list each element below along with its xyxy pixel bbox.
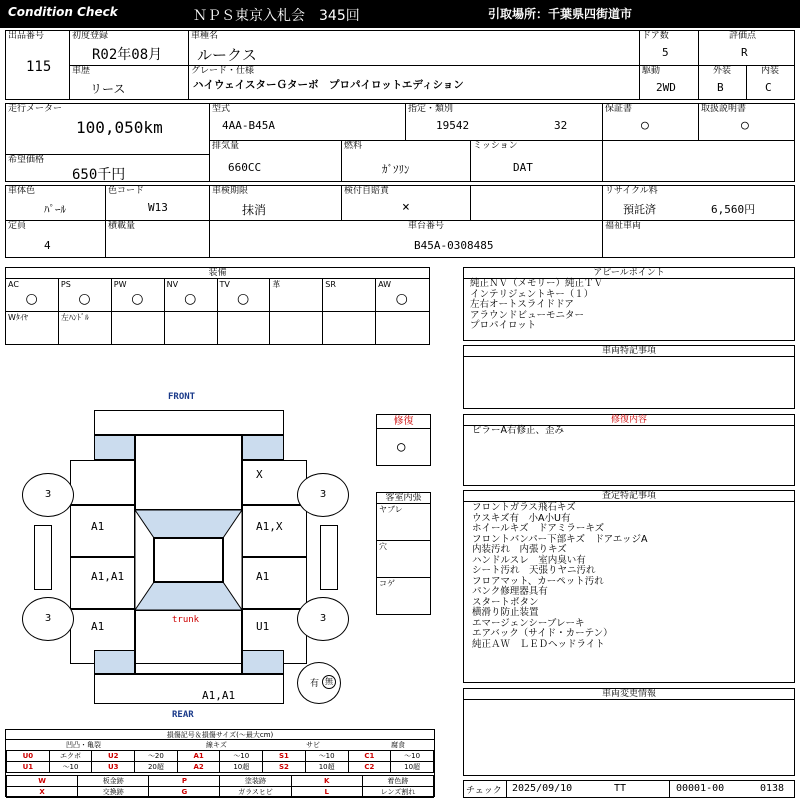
repair-title: 修復 [377,415,430,429]
grade: ハイウェイスターＧターボ プロパイロットエディション [193,79,464,91]
legend-code: U2 [92,751,135,762]
color-cell: 車体色 ﾊﾟｰﾙ [5,185,106,221]
welfare-cell: 福祉車両 [602,220,795,258]
legend-code: P [149,776,220,787]
designation: 19542 [436,119,470,132]
drive-cell: 駆動 2WD [639,65,699,100]
equipment-cell [165,312,218,344]
front-label: FRONT [168,392,196,402]
recycle-status: 預託済 [623,203,656,216]
legend-code: W [7,776,78,787]
recycle-cell: リサイクル料 預託済 6,560円 [602,185,795,221]
legend-table-marks [6,775,434,798]
equipment-cell [270,312,323,344]
equipment-label: PS [60,280,71,289]
appeal-panel [463,267,795,341]
equipment-cell [6,279,59,312]
drive: 2WD [656,81,676,94]
grade-cell: グレード・仕様 ハイウェイスターＧターボ プロパイロットエディション [188,65,640,100]
category: 32 [554,119,568,132]
fuel-cell: 燃料 ｶﾞｿﾘﾝ [341,140,471,182]
legend-code: C2 [348,762,391,773]
equipment-cell [218,279,271,312]
legend-text: ～20 [135,751,178,762]
equipment-mark: ○ [25,291,38,307]
equipment-mark: ○ [184,291,197,307]
left-side-step [34,525,52,590]
changes-panel [463,688,795,776]
wheel-front-left: 3 [22,473,74,517]
legend-text: 板金跡 [78,776,149,787]
colorcode-cell: 色コード W13 [105,185,210,221]
blank-cell-r2 [602,140,795,182]
repair-detail-title: 修復内容 [464,415,794,426]
legend-categories [6,740,434,750]
legend-code: X [7,787,78,798]
equipment-label: NV [166,280,179,289]
equipment-title: 装備 [6,268,429,279]
history: リース [90,82,126,96]
legend-code: U0 [7,751,50,762]
mileage: 100,050km [76,118,163,137]
equipment-mark: ○ [236,291,250,307]
lr-door-mark: A1,A1 [91,570,125,583]
car-diagram [0,380,375,725]
history-cell: 車歴 リース [69,65,189,100]
fr-fender-mark: X [256,468,263,481]
equipment-cell [376,279,429,312]
inspection-cell: 車検期限 抹消 [209,185,342,221]
legend-text: 10超 [305,762,348,773]
manual-cell: 取扱説明書 ○ [698,103,795,141]
legend-code: S1 [263,751,306,762]
rear-panel [135,664,242,674]
interior-item: ヤブレ [379,505,403,514]
header-left: Condition Check [8,5,118,19]
wheel-rear-left: 3 [22,597,74,641]
appeal-title: アピールポイント [464,268,794,279]
legend-title: 損傷記号＆損傷サイズ(～最大cm) [6,730,434,740]
interior-item: 穴 [379,542,387,551]
equipment-cell [59,279,112,312]
ext-cell: 外装 B [698,65,747,100]
check-staff: TT [614,783,627,794]
cabin [135,510,242,610]
mileage-cell: 走行メーター 100,050km [5,103,210,155]
trunk [135,610,242,664]
int-grade: C [765,81,772,94]
legend-text: レンズ割れ [362,787,433,798]
equipment-mark: ○ [131,291,144,307]
legend-code: A2 [177,762,220,773]
repair-detail-panel [463,414,795,486]
rr-door-mark: A1 [256,570,270,583]
mission: DAT [513,161,533,174]
cc-cell: 排気量 660CC [209,140,342,182]
chassis-cell: 車台番号 B45A-0308485 [209,220,603,258]
hood [135,435,242,510]
equipment-grid [6,279,429,344]
trunk-label: trunk [172,615,200,625]
legend-text: ～10 [391,751,434,762]
taillight-left [94,650,135,674]
blank-cell-r3 [470,185,603,221]
spare-mark: 無 [322,675,336,689]
equipment-label: TV [219,280,230,289]
front-bumper [94,410,284,435]
taillight-right [242,650,284,674]
warranty: ○ [641,118,649,133]
model-cell: 車種名 ルークス [188,30,640,66]
capacity-cell: 定員 4 [5,220,106,258]
legend-code: A1 [177,751,220,762]
appeal-text: 純正ＮＶ（メモリー）純正ＴＶ インテリジェントキー（１） 左右オートスライドドア アラウンドビューモニター プロパイロット [470,278,604,331]
equipment-cell [376,312,429,344]
inspection-notes-text: フロントガラス飛石キズ ウスキズ有 小A小U有 ホイールキズ ドアミラーキズ フロントバンパー下部キズ ドアエッジA 内装汚れ 内張りキズ ハンドルスレ 室内臭い有 シート汚れ 天張りヤニ汚れ フロアマット、カーペット汚れ パンク修理器具有 スタートボタン 横滑り防止装置 エマージェンシーブレーキ エアバック（サイド・カーテン） 純正ＡＷ ＬＥＤヘッドライト [472,502,648,650]
legend-text: 10超 [220,762,263,773]
legend-code: G [149,787,220,798]
repair-mark: ○ [397,439,406,455]
footer-code: 00001-00 [676,783,725,794]
footer-bar [463,780,795,798]
price: 650千円 [72,167,126,183]
equipment-label: SR [325,280,336,289]
equipment-label: Wﾀｲﾔ [8,313,28,322]
wheel-front-right: 3 [297,473,349,517]
recycle-amount: 6,560円 [711,203,756,216]
designation-cell: 指定・類別 19542 32 [405,103,603,141]
equipment-label: AC [8,280,19,289]
header-bar [0,0,800,28]
legend-text: 20超 [135,762,178,773]
special-title: 車両特記事項 [464,346,794,357]
footer-num: 0138 [760,783,785,794]
inspection-expiry: 抹消 [242,203,267,217]
legend-text: ～10 [49,762,92,773]
legend-text: 塗装跡 [220,776,291,787]
rf-door-mark: A1,X [256,520,283,533]
header-location: 引取場所：千葉県四街道市 [488,7,633,21]
l-quarter-mark: A1 [91,620,105,633]
rear-bumper [94,674,284,704]
inspection-notes-panel [463,490,795,683]
left-rear-door [70,557,135,609]
spare-tire [297,662,341,704]
equipment-cell [323,279,376,312]
mission-cell: ミッション DAT [470,140,603,182]
fuel: ｶﾞｿﾘﾝ [382,163,410,176]
equipment-label: PW [113,280,127,289]
rear-label: REAR [172,710,194,720]
legend-cat4: 腐食 [391,741,405,749]
doors: 5 [662,46,669,59]
legend-code: S2 [263,762,306,773]
equipment-cell [165,279,218,312]
legend-text: ガラスヒビ [220,787,291,798]
legend-cat2: 線キズ [206,741,227,749]
legend-code: U3 [92,762,135,773]
equipment-label: 革 [272,280,281,289]
equipment-cell [112,279,165,312]
legend-code: U1 [7,762,50,773]
equipment-cell [218,312,271,344]
legend-table-dents [6,750,434,773]
model-type: 4AA-B45A [222,119,275,132]
check-label: チェック [466,786,502,796]
legend-text: 交換跡 [78,787,149,798]
displacement: 660CC [228,161,262,174]
equipment-cell [270,279,323,312]
manual: ○ [741,118,749,133]
rear-bumper-mark: A1,A1 [202,689,236,702]
damage-legend [5,729,435,797]
equipment-cell [59,312,112,344]
equipment-cell [6,312,59,344]
legend-code: L [291,787,362,798]
color-code: W13 [148,201,168,214]
lot-number: 115 [26,59,52,75]
equipment-cell [112,312,165,344]
equipment-mark: ○ [395,291,408,307]
repair-panel [376,414,431,466]
wheel-rear-right: 3 [297,597,349,641]
legend-text: ～10 [220,751,263,762]
chassis-number: B45A-0308485 [414,239,494,252]
changes-title: 車両変更情報 [464,689,794,700]
ext-grade: B [717,81,724,94]
inspection-notes-title: 査定特記事項 [464,491,794,502]
equipment-panel [5,267,430,345]
legend-text: 着色跡 [362,776,433,787]
interior-title: 客室内張 [377,493,430,504]
interior-item: コゲ [379,579,395,588]
legend-text: エクボ [49,751,92,762]
model-name: ルークス [197,46,257,64]
legend-text: 10超 [391,762,434,773]
spare-label: 有 [310,679,320,689]
special-panel [463,345,795,409]
price-cell: 希望価格 650千円 [5,154,210,182]
int-cell: 内装 C [746,65,795,100]
right-rear-door [242,557,307,609]
r-quarter-mark: U1 [256,620,270,633]
right-side-step [320,525,338,590]
insurance-cell: 検付自賠責 × [341,185,471,221]
equipment-mark: ○ [78,291,91,307]
load-cell: 積載量 [105,220,210,258]
legend-code: C1 [348,751,391,762]
score-cell: 評価点 R [698,30,795,66]
repair-detail-text: ピラーA右修正、歪み [472,425,564,436]
legend-cat3: サビ [306,741,320,749]
score: R [741,46,748,59]
reg-cell: 初度登録 R02年08月 [69,30,189,66]
equipment-label: AW [378,280,392,289]
lf-door-mark: A1 [91,520,105,533]
body-color: ﾊﾟｰﾙ [44,203,66,216]
doors-cell: ドア数 5 [639,30,699,66]
equipment-label: 左ﾊﾝﾄﾞﾙ [60,313,89,322]
front-left-fender [70,460,135,505]
interior-panel [376,492,431,615]
lot-cell: 出品番号 115 [5,30,70,100]
insurance: × [402,200,410,215]
headlight-left [94,435,135,460]
legend-text: ～10 [305,751,348,762]
first-registration: R02年08月 [92,47,163,63]
warranty-cell: 保証書 ○ [602,103,699,141]
check-date: 2025/09/10 [512,783,573,794]
type-cell: 型式 4AA-B45A [209,103,406,141]
header-title: ＮＰＳ東京入札会 345回 [193,8,360,24]
headlight-right [242,435,284,460]
equipment-cell [323,312,376,344]
legend-cat1: 凹凸・亀裂 [66,741,101,749]
capacity: 4 [44,239,51,252]
legend-code: K [291,776,362,787]
